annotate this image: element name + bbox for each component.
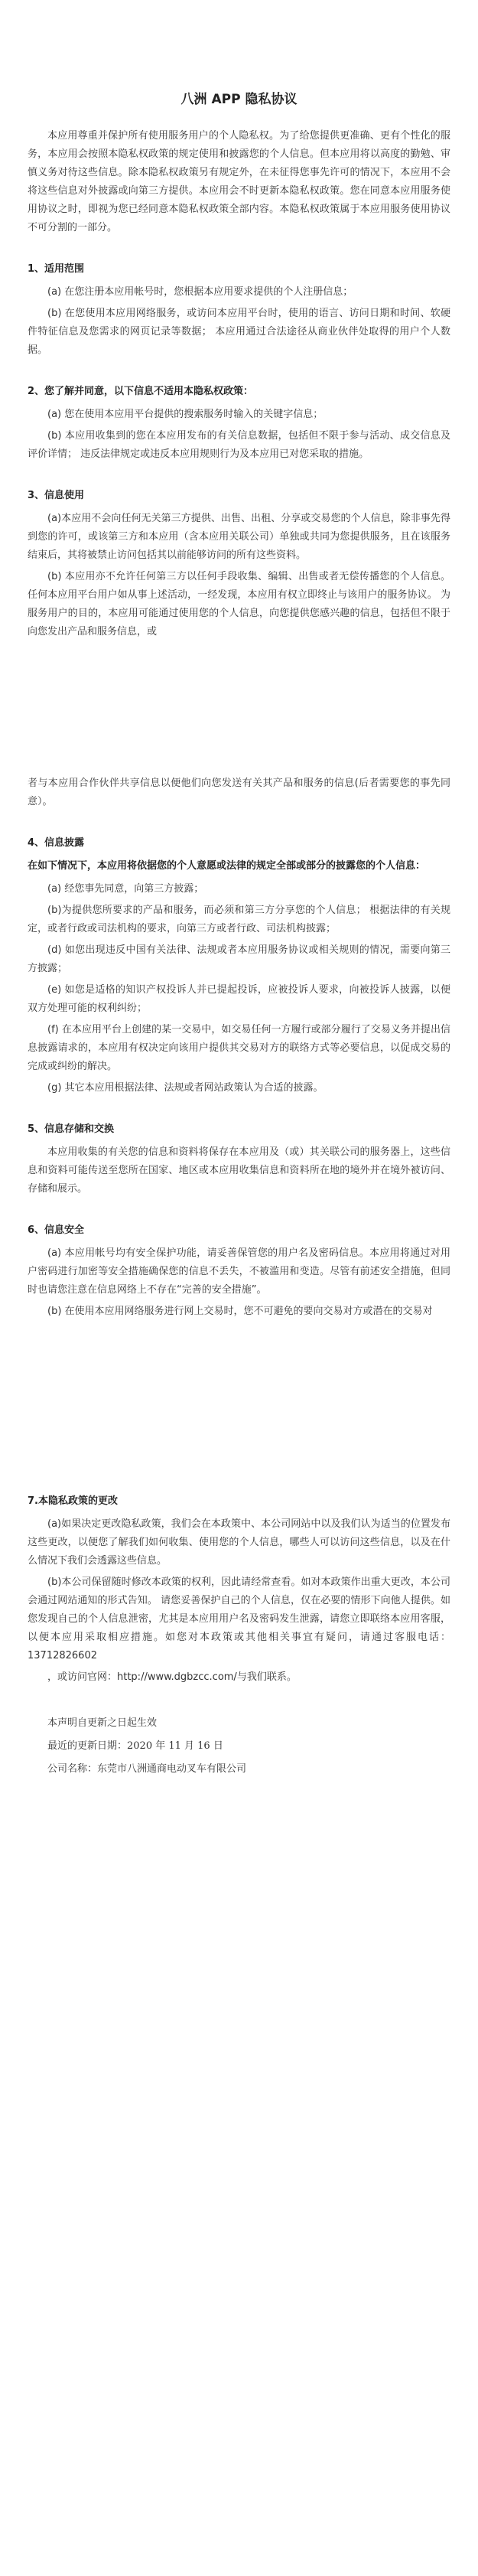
section-3-item-a: (a)本应用不会向任何无关第三方提供、出售、出租、分享或交易您的个人信息，除非事先得到您的许可，或该第三方和本应用（含本应用关联公司）单独或共同为您提供服务，且在该服务结束后，其将被禁止访问包括其以前能够访问的所有这些资料。 — [28, 513, 450, 561]
section-2-item-a: (a) 您在使用本应用平台提供的搜索服务时输入的关键字信息； — [47, 409, 324, 420]
section-4-subheading: 在如下情况下，本应用将依据您的个人意愿或法律的规定全部或部分的披露您的个人信息： — [28, 860, 426, 872]
section-4-heading: 4、信息披露 — [28, 837, 85, 849]
section-3-item-b-continued: 者与本应用合作伙伴共享信息以便他们向您发送有关其产品和服务的信息(后者需要您的事先同意）。 — [28, 778, 450, 807]
blank-gap — [28, 644, 450, 774]
section-3-heading: 3、信息使用 — [28, 490, 85, 501]
section-4-item-g: (g) 其它本应用根据法律、法规或者网站政策认为合适的披露。 — [47, 1082, 324, 1094]
section-7-contact: ，或访问官网：http://www.dgbzcc.com/与我们联系。 — [47, 1671, 297, 1683]
section-1-heading: 1、适用范围 — [28, 263, 85, 275]
section-4-item-a: (a) 经您事先同意，向第三方披露； — [47, 883, 204, 895]
section-4-item-b: (b)为提供您所要求的产品和服务，而必须和第三方分享您的个人信息； 根据法律的有关规定，或者行政或司法机构的要求，向第三方或者行政、司法机构披露； — [28, 905, 450, 934]
section-7-item-b: (b)本公司保留随时修改本政策的权利，因此请经常查看。如对本政策作出重大更改，本公司会通过网站通知的形式告知。 请您妥善保护自己的个人信息，仅在必要的情形下向他人提供。如您发现自己的个人信息泄密，尤其是本应用用户名及密码发生泄露，请您立即联络本应用客服，以便本应用采取相应措施。如您对本政策或其他相关事宜有疑问，请通过客服电话：13712826602 — [28, 1577, 450, 1661]
section-4-item-e: (e) 如您是适格的知识产权投诉人并已提起投诉，应被投诉人要求，向被投诉人披露，以便双方处理可能的权利纠纷； — [28, 984, 450, 1014]
section-7-item-a: (a)如果决定更改隐私政策，我们会在本政策中、本公司网站中以及我们认为适当的位置发布这些更改，以便您了解我们如何收集、使用您的个人信息，哪些人可以访问这些信息，以及在什么情况下我们会透露这些信息。 — [28, 1518, 450, 1567]
section-6-item-a: (a) 本应用帐号均有安全保护功能，请妥善保管您的用户名及密码信息。本应用将通过对用户密码进行加密等安全措施确保您的信息不丢失，不被滥用和变造。尽管有前述安全措施，但同时也请您注意在信息网络上不存在“完善的安全措施”。 — [28, 1247, 450, 1296]
company-name: 公司名称：东莞市八洲通商电动叉车有限公司 — [47, 1763, 247, 1775]
section-5-body: 本应用收集的有关您的信息和资料将保存在本应用及（或）其关联公司的服务器上，这些信息和资料可能传送至您所在国家、地区或本应用收集信息和资料所在地的境外并在境外被访问、存储和展示。 — [28, 1146, 450, 1195]
intro-paragraph: 本应用尊重并保护所有使用服务用户的个人隐私权。为了给您提供更准确、更有个性化的服务，本应用会按照本隐私权政策的规定使用和披露您的个人信息。但本应用将以高度的勤勉、审慎义务对待这些信息。除本隐私权政策另有规定外，在未征得您事先许可的情况下，本应用不会将这些信息对外披露或向第三方提供。本应用会不时更新本隐私权政策。您在同意本应用服务使用协议之时，即视为您已经同意本隐私权政策全部内容。本隐私权政策属于本应用服务使用协议不可分割的一部分。 — [28, 130, 450, 233]
blank-gap — [28, 1324, 450, 1469]
section-7-heading: 7.本隐私政策的更改 — [28, 1495, 118, 1507]
section-1-item-b: (b) 在您使用本应用网络服务，或访问本应用平台时，使用的语言、访问日期和时间、软硬件特征信息及您需求的网页记录等数据； 本应用通过合法途径从商业伙伴处取得的用户个人数据。 — [28, 308, 450, 356]
section-4-item-f: (f) 在本应用平台上创建的某一交易中，如交易任何一方履行或部分履行了交易义务并提出信息披露请求的，本应用有权决定向该用户提供其交易对方的联络方式等必要信息，以促成交易的完成或纠纷的解决。 — [28, 1024, 450, 1072]
section-6-item-b: (b) 在使用本应用网络服务进行网上交易时，您不可避免的要向交易对方或潜在的交易对 — [47, 1306, 433, 1317]
section-2-heading: 2、您了解并同意，以下信息不适用本隐私权政策： — [28, 386, 254, 397]
effective-statement: 本声明自更新之日起生效 — [47, 1717, 158, 1729]
section-3-item-b: (b) 本应用亦不允许任何第三方以任何手段收集、编辑、出售或者无偿传播您的个人信息。任何本应用平台用户如从事上述活动，一经发现，本应用有权立即终止与该用户的服务协议。 为服务用户的目的，本应用可能通过使用您的个人信息，向您提供您感兴趣的信息，包括但不限于向您发出产品和服务信息，或 — [28, 571, 450, 637]
page-title: 八洲 APP 隐私协议 — [180, 92, 298, 107]
section-1-item-a: (a) 在您注册本应用帐号时，您根据本应用要求提供的个人注册信息； — [47, 286, 353, 298]
section-6-heading: 6、信息安全 — [28, 1224, 85, 1236]
footer — [28, 1714, 450, 1779]
section-2-item-b: (b) 本应用收集到的您在本应用发布的有关信息数据，包括但不限于参与活动、成交信息及评价详情； 违反法律规定或违反本应用规则行为及本应用已对您采取的措施。 — [28, 430, 450, 460]
section-5-heading: 5、信息存储和交换 — [28, 1123, 115, 1135]
last-updated: 最近的更新日期：2020 年 11 月 16 日 — [47, 1740, 223, 1752]
section-4-item-d: (d) 如您出现违反中国有关法律、法规或者本应用服务协议或相关规则的情况，需要向第三方披露； — [28, 944, 450, 974]
